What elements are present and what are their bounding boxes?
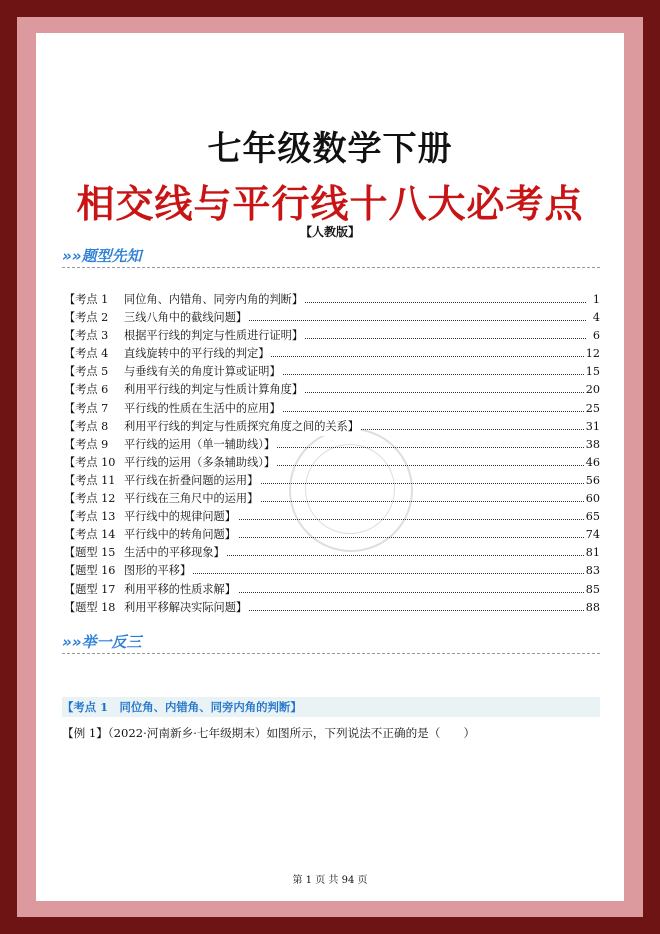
section-heading-toc: »»题型先知 — [62, 247, 142, 265]
toc-entry-title: 利用平移解决实际问题】 — [124, 599, 249, 617]
page-footer: 第 1 页 共 94 页 — [292, 875, 368, 886]
toc-entry-label: 【考点 7 — [64, 401, 109, 415]
toc-entry-title: 图形的平移】 — [124, 562, 193, 580]
document-page — [36, 33, 624, 901]
toc-entry[interactable] — [64, 400, 600, 418]
toc-entry-label: 【考点 13 — [64, 510, 116, 524]
toc-entry[interactable] — [64, 581, 600, 599]
toc-entry[interactable] — [64, 599, 600, 617]
toc-entry-page: 31 — [584, 418, 600, 436]
toc-entry-label: 【考点 2 — [64, 311, 109, 325]
toc-entry-page: 81 — [584, 544, 600, 562]
toc-entry-label: 【题型 15 — [64, 546, 116, 560]
toc-entry-title: 利用平行线的判定与性质计算角度】 — [124, 381, 305, 399]
example-1-text: 【例 1】（2022·河南新乡·七年级期末）如图所示，下列说法不正确的是（ ） — [62, 726, 476, 740]
toc-entry-label: 【考点 11 — [64, 473, 116, 487]
section-divider — [62, 653, 600, 654]
section-divider — [62, 267, 600, 268]
toc-entry-title: 平行线的运用（单一辅助线）】 — [124, 436, 277, 454]
toc-entry-label: 【考点 6 — [64, 383, 109, 397]
toc-entry-page: 6 — [591, 327, 600, 345]
toc-entry-title: 根据平行线的判定与性质进行证明】 — [124, 327, 305, 345]
toc-entry-label: 【考点 1 — [64, 293, 109, 306]
document-title: 七年级数学下册 — [207, 129, 453, 169]
toc-entry[interactable] — [64, 436, 600, 454]
toc-entry-page: 12 — [584, 345, 600, 363]
toc-entry-title: 直线旋转中的平行线的判定】 — [124, 345, 271, 363]
toc-entry-label: 【题型 18 — [64, 600, 116, 614]
toc-entry[interactable] — [64, 508, 600, 526]
toc-entry-title: 生活中的平移现象】 — [124, 544, 227, 562]
toc-entry[interactable] — [64, 309, 600, 327]
table-of-contents — [64, 291, 600, 617]
toc-entry-label: 【考点 10 — [64, 455, 116, 469]
toc-entry-page: 60 — [584, 490, 600, 508]
toc-leader-dots — [124, 573, 586, 574]
toc-entry[interactable] — [64, 345, 600, 363]
toc-entry-title: 平行线中的转角问题】 — [124, 526, 238, 544]
toc-entry-title: 平行线在折叠问题的运用】 — [124, 472, 260, 490]
toc-entry-page: 15 — [584, 363, 600, 381]
toc-entry-label: 【考点 8 — [64, 419, 109, 433]
point-1-heading: 【考点 1 同位角、内错角、同旁内角的判断】 — [62, 697, 600, 717]
toc-entry-label: 【题型 16 — [64, 564, 116, 578]
toc-entry-label: 【考点 14 — [64, 528, 116, 542]
document-subtitle: 相交线与平行线十八大必考点 — [76, 182, 584, 226]
toc-entry-label: 【考点 5 — [64, 365, 109, 379]
toc-entry-page: 74 — [584, 526, 600, 544]
toc-entry-page: 25 — [584, 400, 600, 418]
toc-entry-page: 38 — [584, 436, 600, 454]
toc-entry-title: 平行线中的规律问题】 — [124, 508, 238, 526]
toc-entry[interactable] — [64, 562, 600, 580]
toc-entry-title: 利用平移的性质求解】 — [124, 581, 238, 599]
toc-entry-title: 与垂线有关的角度计算或证明】 — [124, 363, 283, 381]
toc-entry-page: 46 — [584, 454, 600, 472]
toc-entry[interactable] — [64, 291, 600, 309]
toc-entry-title: 同位角、内错角、同旁内角的判断】 — [124, 291, 305, 309]
toc-entry-page: 88 — [584, 599, 600, 617]
toc-entry[interactable] — [64, 544, 600, 562]
toc-entry[interactable] — [64, 381, 600, 399]
toc-entry-page: 56 — [584, 472, 600, 490]
toc-entry[interactable] — [64, 418, 600, 436]
toc-entry[interactable] — [64, 363, 600, 381]
toc-entry-title: 三线八角中的截线问题】 — [124, 309, 249, 327]
toc-entry-label: 【考点 12 — [64, 492, 116, 506]
toc-entry-label: 【考点 4 — [64, 347, 109, 361]
toc-entry[interactable] — [64, 472, 600, 490]
toc-entry-page: 4 — [591, 309, 600, 327]
toc-entry-page: 20 — [584, 381, 600, 399]
toc-entry-page: 65 — [584, 508, 600, 526]
toc-entry-title: 平行线的性质在生活中的应用】 — [124, 400, 283, 418]
toc-entry[interactable] — [64, 526, 600, 544]
toc-entry-label: 【考点 3 — [64, 329, 109, 343]
toc-entry-title: 平行线的运用（多条辅助线）】 — [124, 454, 277, 472]
toc-entry-title: 利用平行线的判定与性质探究角度之间的关系】 — [124, 418, 361, 436]
toc-entry-page: 85 — [584, 581, 600, 599]
toc-entry-title: 平行线在三角尺中的运用】 — [124, 490, 260, 508]
toc-entry[interactable] — [64, 490, 600, 508]
section-heading-practice: »»举一反三 — [62, 633, 142, 651]
toc-entry-page: 83 — [584, 562, 600, 580]
toc-entry-page: 1 — [591, 291, 600, 309]
toc-entry-label: 【题型 17 — [64, 582, 116, 596]
toc-entry-label: 【考点 9 — [64, 437, 109, 451]
edition-label: 【人教版】 — [299, 225, 360, 239]
toc-entry[interactable] — [64, 454, 600, 472]
toc-entry[interactable] — [64, 327, 600, 345]
